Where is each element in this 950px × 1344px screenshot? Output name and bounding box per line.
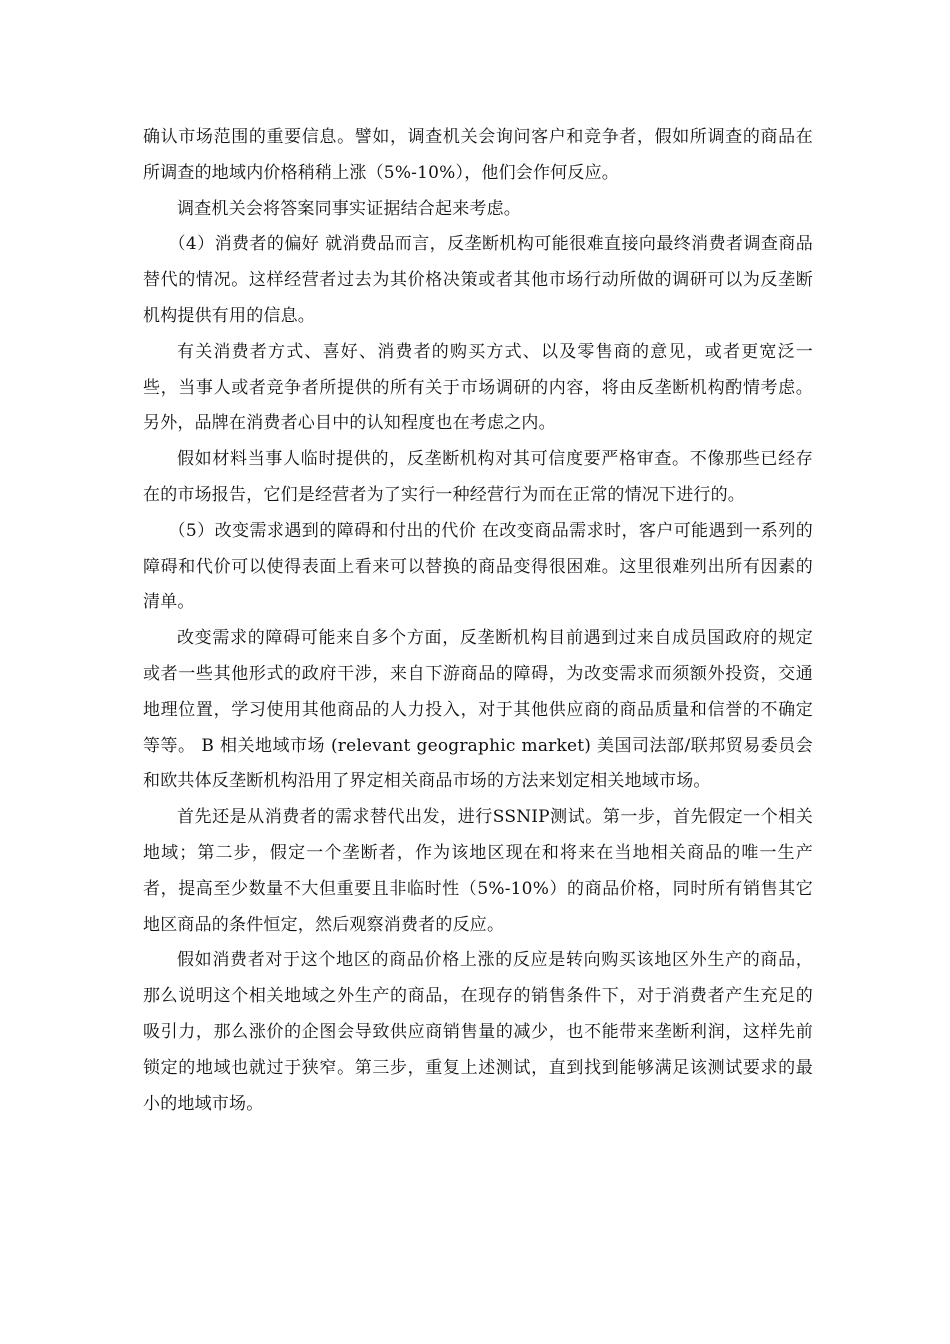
paragraph-8-ssnip-test: 首先还是从消费者的需求替代出发，进行SSNIP测试。第一步，首先假定一个相关地域；第二步，假定一个垄断者，作为该地区现在和将来在当地相关商品的唯一生产者，提高至少数量不大但重要且非临时性（5%-10%）的商品价格，同时所有销售其它地区商品的条件恒定，然后观察消费者的反应。 [143, 807, 813, 935]
paragraph-2: 调查机关会将答案同事实证据结合起来考虑。 [177, 198, 521, 219]
paragraph-6-switching-barriers: （5）改变需求遇到的障碍和付出的代价 在改变商品需求时，客户可能遇到一系列的障碍和代价可以使得表面上看来可以替换的商品变得很困难。这里很难列出所有因素的清单。 [143, 520, 813, 613]
paragraph-7: 改变需求的障碍可能来自多个方面，反垄断机构目前遇到过来自成员国政府的规定或者一些其他形式的政府干涉，来自下游商品的障碍，为改变需求而须额外投资，交通地理位置，学习使用其他商品的人力投入，对于其他供应商的商品质量和信誉的不确定等等。 B 相关地域市场 (relevant geographic market) 美国司法部/联邦贸易委员会和欧共体反垄断机构沿用了界定相关商品市场的方法来划定相关地域市场。 [143, 628, 813, 792]
paragraph-5: 假如材料当事人临时提供的，反垄断机构对其可信度要严格审查。不像那些已经存在的市场报告，它们是经营者为了实行一种经营行为而在正常的情况下进行的。 [143, 449, 813, 505]
paragraph-1: 确认市场范围的重要信息。譬如，调查机关会询问客户和竞争者，假如所调查的商品在所调查的地域内价格稍稍上涨（5%-10%），他们会作何反应。 [143, 127, 813, 183]
paragraph-3-consumer-preference: （4）消费者的偏好 就消费品而言，反垄断机构可能很难直接向最终消费者调查商品替代的情况。这样经营者过去为其价格决策或者其他市场行动所做的调研可以为反垄断机构提供有用的信息。 [143, 234, 813, 326]
paragraph-9: 假如消费者对于这个地区的商品价格上涨的反应是转向购买该地区外生产的商品，那么说明这个相关地域之外生产的商品，在现存的销售条件下，对于消费者产生充足的吸引力，那么涨价的企图会导致供应商销售量的减少，也不能带来垄断利润，这样先前锁定的地域也就过于狭窄。第三步，重复上述测试，直到找到能够满足该测试要求的最小的地域市场。 [143, 950, 813, 1114]
paragraph-4: 有关消费者方式、喜好、消费者的购买方式、以及零售商的意见，或者更宽泛一些，当事人或者竞争者所提供的所有关于市场调研的内容，将由反垄断机构酌情考虑。另外，品牌在消费者心目中的认知程度也在考虑之内。 [143, 341, 813, 434]
document-body [143, 120, 813, 1122]
